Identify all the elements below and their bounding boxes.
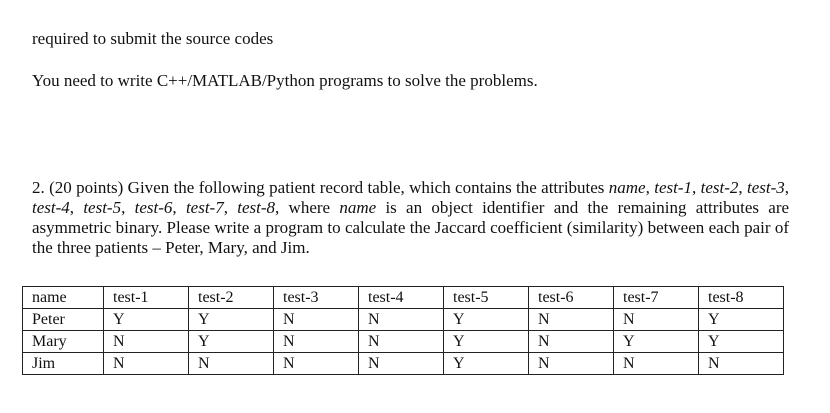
attr-name: name [608,178,646,197]
table-cell: N [614,353,699,375]
table-row [23,353,784,375]
header-cell: test-6 [529,287,614,309]
table-cell: Y [444,353,529,375]
table-cell: Y [189,309,274,331]
table-cell: N [359,331,444,353]
table-cell: Mary [23,331,104,353]
table-cell: Y [444,309,529,331]
table-cell: N [359,309,444,331]
table-cell: N [699,353,784,375]
table-row [23,309,784,331]
table-cell: Y [699,309,784,331]
attr-test-6: test-6 [134,198,173,217]
table-cell: N [274,309,359,331]
table-cell: N [104,353,189,375]
attr-test-3: test-3 [747,178,785,197]
table-cell: Y [189,331,274,353]
attr-name-ref: name [339,198,377,217]
header-cell: test-4 [359,287,444,309]
table-cell: N [189,353,274,375]
attr-test-5: test-5 [83,198,122,217]
table-cell: N [529,331,614,353]
attr-test-4: test-4 [32,198,70,217]
table-cell: N [529,309,614,331]
attr-test-2: test-2 [700,178,739,197]
table-cell: N [529,353,614,375]
table-cell: Y [614,331,699,353]
header-cell: name [23,287,104,309]
table-cell: N [614,309,699,331]
header-cell: test-1 [104,287,189,309]
programming-instruction: You need to write C++/MATLAB/Python programs to solve the problems. [32,71,538,90]
table-header-row [23,287,784,309]
table-cell: Y [444,331,529,353]
attr-test-1: test-1 [654,178,692,197]
table-cell: N [359,353,444,375]
patient-record-table [22,286,784,375]
header-cell: test-5 [444,287,529,309]
header-cell: test-3 [274,287,359,309]
submission-note: required to submit the source codes [32,29,274,48]
table-cell: Peter [23,309,104,331]
table-cell: Y [104,309,189,331]
table-cell: N [274,331,359,353]
table-cell: N [274,353,359,375]
table-cell: Y [699,331,784,353]
header-cell: test-7 [614,287,699,309]
header-cell: test-8 [699,287,784,309]
table-row [23,331,784,353]
attr-test-7: test-7 [185,198,224,217]
table-cell: Jim [23,353,104,375]
question-paragraph: 2. (20 points) Given the following patient record table, which contains the attributes name, test-1, test-2, test-3, test-4, test-5, test-6, test-7, test-8, where name is an object identifier and the remaining attributes are asymmetric binary. Please write a program to calculate the Jaccard coefficient (similarity) between each pair of the three patients – Peter, Mary, and Jim. [32,178,790,257]
table-cell: N [104,331,189,353]
attr-test-8: test-8 [237,198,276,217]
header-cell: test-2 [189,287,274,309]
